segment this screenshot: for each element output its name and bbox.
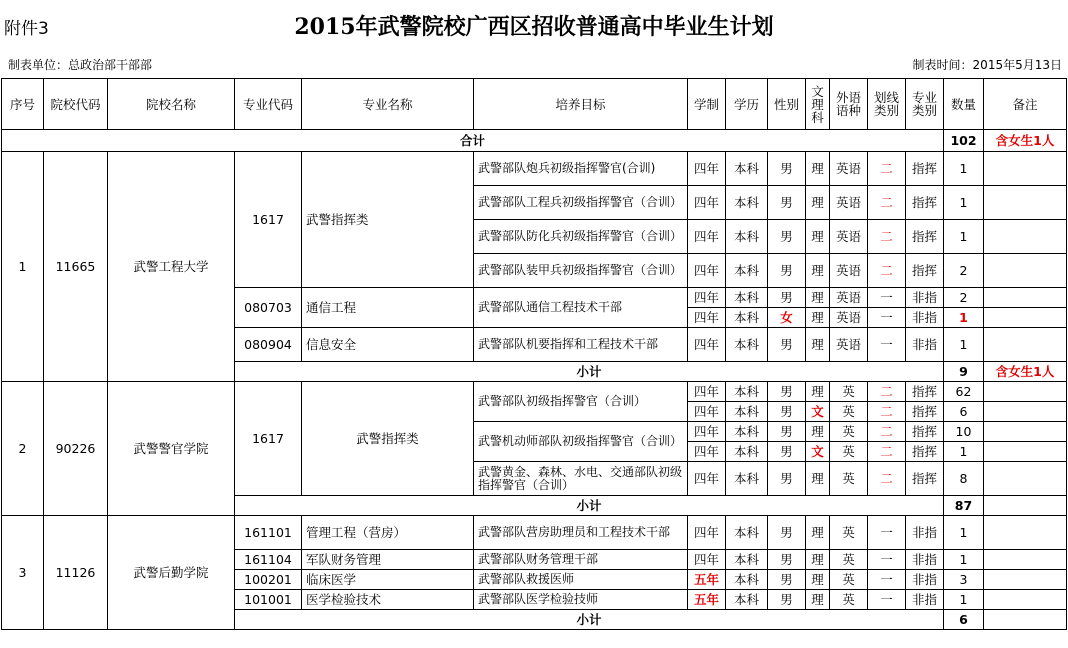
school-name: 武警后勤学院 xyxy=(108,516,235,630)
years: 四年 xyxy=(688,288,726,308)
lang: 英 xyxy=(830,550,868,570)
degree: 本科 xyxy=(726,462,768,496)
note xyxy=(984,570,1067,590)
goal: 武警部队初级指挥警官（合训） xyxy=(474,382,688,422)
goal: 武警部队工程兵初级指挥警官（合训） xyxy=(474,186,688,220)
school-seq: 1 xyxy=(2,152,44,382)
wenli: 理 xyxy=(806,516,830,550)
lang: 英语 xyxy=(830,308,868,328)
note xyxy=(984,186,1067,220)
years: 五年 xyxy=(688,590,726,610)
degree: 本科 xyxy=(726,382,768,402)
gender: 男 xyxy=(768,550,806,570)
note xyxy=(984,462,1067,496)
school-name: 武警工程大学 xyxy=(108,152,235,382)
major-name: 武警指挥类 xyxy=(302,152,474,288)
goal: 武警部队通信工程技术干部 xyxy=(474,288,688,328)
type: 指挥 xyxy=(906,422,944,442)
type: 非指 xyxy=(906,288,944,308)
gender: 男 xyxy=(768,516,806,550)
header-note: 备注 xyxy=(984,79,1067,130)
table-row xyxy=(2,516,1067,550)
subtotal-count: 6 xyxy=(944,610,984,630)
gender: 男 xyxy=(768,152,806,186)
count: 3 xyxy=(944,570,984,590)
lang: 英 xyxy=(830,422,868,442)
count: 1 xyxy=(944,186,984,220)
goal: 武警部队财务管理干部 xyxy=(474,550,688,570)
gender: 男 xyxy=(768,590,806,610)
degree: 本科 xyxy=(726,422,768,442)
date-label: 制表时间：2015年5月13日 xyxy=(912,58,1062,72)
total-count: 102 xyxy=(944,130,984,152)
subtotal-note xyxy=(984,610,1067,630)
degree: 本科 xyxy=(726,328,768,362)
count: 1 xyxy=(944,590,984,610)
degree: 本科 xyxy=(726,570,768,590)
degree: 本科 xyxy=(726,516,768,550)
lang: 英 xyxy=(830,462,868,496)
note xyxy=(984,254,1067,288)
header-gender: 性别 xyxy=(768,79,806,130)
major-code: 100201 xyxy=(235,570,302,590)
header-degree: 学历 xyxy=(726,79,768,130)
gender: 男 xyxy=(768,422,806,442)
note xyxy=(984,422,1067,442)
count: 62 xyxy=(944,382,984,402)
count: 2 xyxy=(944,288,984,308)
type: 非指 xyxy=(906,308,944,328)
major-code: 1617 xyxy=(235,382,302,496)
school-seq: 3 xyxy=(2,516,44,630)
goal: 武警机动师部队初级指挥警官（合训） xyxy=(474,422,688,462)
type: 非指 xyxy=(906,516,944,550)
goal: 武警部队炮兵初级指挥警官(合训) xyxy=(474,152,688,186)
total-note: 含女生1人 xyxy=(984,130,1067,152)
type: 非指 xyxy=(906,570,944,590)
count: 1 xyxy=(944,152,984,186)
degree: 本科 xyxy=(726,308,768,328)
count: 1 xyxy=(944,550,984,570)
header-school-code: 院校代码 xyxy=(44,79,108,130)
line: 一 xyxy=(868,328,906,362)
years: 四年 xyxy=(688,382,726,402)
degree: 本科 xyxy=(726,288,768,308)
note xyxy=(984,220,1067,254)
header-line: 划线类别 xyxy=(868,79,906,130)
years: 四年 xyxy=(688,462,726,496)
lang: 英语 xyxy=(830,288,868,308)
type: 非指 xyxy=(906,328,944,362)
count: 1 xyxy=(944,220,984,254)
goal: 武警部队机要指挥和工程技术干部 xyxy=(474,328,688,362)
plan-table xyxy=(1,78,1067,630)
gender: 男 xyxy=(768,254,806,288)
line: 一 xyxy=(868,288,906,308)
table-row xyxy=(2,382,1067,402)
years: 四年 xyxy=(688,152,726,186)
school-code: 90226 xyxy=(44,382,108,516)
line: 二 xyxy=(868,254,906,288)
line: 二 xyxy=(868,186,906,220)
wenli: 理 xyxy=(806,254,830,288)
subtotal-label: 小计 xyxy=(235,496,944,516)
note xyxy=(984,516,1067,550)
wenli: 理 xyxy=(806,550,830,570)
header-goal: 培养目标 xyxy=(474,79,688,130)
lang: 英 xyxy=(830,590,868,610)
wenli: 理 xyxy=(806,328,830,362)
degree: 本科 xyxy=(726,402,768,422)
line: 二 xyxy=(868,422,906,442)
count: 10 xyxy=(944,422,984,442)
lang: 英 xyxy=(830,570,868,590)
wenli: 理 xyxy=(806,288,830,308)
years: 四年 xyxy=(688,550,726,570)
type: 指挥 xyxy=(906,462,944,496)
years: 四年 xyxy=(688,220,726,254)
type: 非指 xyxy=(906,590,944,610)
major-code: 161101 xyxy=(235,516,302,550)
goal: 武警黄金、森林、水电、交通部队初级指挥警官（合训） xyxy=(474,462,688,496)
line: 一 xyxy=(868,308,906,328)
line: 一 xyxy=(868,590,906,610)
school-name: 武警警官学院 xyxy=(108,382,235,516)
gender: 男 xyxy=(768,442,806,462)
type: 指挥 xyxy=(906,254,944,288)
type: 非指 xyxy=(906,550,944,570)
note xyxy=(984,590,1067,610)
major-code: 080703 xyxy=(235,288,302,328)
type: 指挥 xyxy=(906,442,944,462)
total-row xyxy=(2,130,1067,152)
gender: 男 xyxy=(768,570,806,590)
major-code: 101001 xyxy=(235,590,302,610)
degree: 本科 xyxy=(726,220,768,254)
major-name: 医学检验技术 xyxy=(302,590,474,610)
line: 一 xyxy=(868,570,906,590)
degree: 本科 xyxy=(726,590,768,610)
lang: 英 xyxy=(830,516,868,550)
lang: 英语 xyxy=(830,220,868,254)
header-seq: 序号 xyxy=(2,79,44,130)
header-major-name: 专业名称 xyxy=(302,79,474,130)
line: 二 xyxy=(868,402,906,422)
document-title: 2015年武警院校广西区招收普通高中毕业生计划 xyxy=(294,14,774,40)
header-wenli: 文理科 xyxy=(806,79,830,130)
header-years: 学制 xyxy=(688,79,726,130)
type: 指挥 xyxy=(906,402,944,422)
school-code: 11665 xyxy=(44,152,108,382)
wenli: 文 xyxy=(806,402,830,422)
goal: 武警部队装甲兵初级指挥警官（合训） xyxy=(474,254,688,288)
school-code: 11126 xyxy=(44,516,108,630)
header-lang: 外语语种 xyxy=(830,79,868,130)
subtotal-label: 小计 xyxy=(235,362,944,382)
line: 二 xyxy=(868,442,906,462)
wenli: 理 xyxy=(806,590,830,610)
type: 指挥 xyxy=(906,382,944,402)
wenli: 理 xyxy=(806,570,830,590)
years: 四年 xyxy=(688,328,726,362)
gender: 女 xyxy=(768,308,806,328)
major-name: 通信工程 xyxy=(302,288,474,328)
lang: 英语 xyxy=(830,328,868,362)
degree: 本科 xyxy=(726,442,768,462)
title-bar xyxy=(0,0,1068,52)
lang: 英 xyxy=(830,442,868,462)
degree: 本科 xyxy=(726,152,768,186)
note xyxy=(984,288,1067,308)
degree: 本科 xyxy=(726,186,768,220)
count: 2 xyxy=(944,254,984,288)
note xyxy=(984,382,1067,402)
gender: 男 xyxy=(768,462,806,496)
degree: 本科 xyxy=(726,550,768,570)
degree: 本科 xyxy=(726,254,768,288)
count: 1 xyxy=(944,442,984,462)
subtotal-note: 含女生1人 xyxy=(984,362,1067,382)
major-code: 161104 xyxy=(235,550,302,570)
line: 二 xyxy=(868,152,906,186)
gender: 男 xyxy=(768,402,806,422)
line: 一 xyxy=(868,550,906,570)
type: 指挥 xyxy=(906,152,944,186)
lang: 英语 xyxy=(830,254,868,288)
goal: 武警部队医学检验技师 xyxy=(474,590,688,610)
goal: 武警部队营房助理员和工程技术干部 xyxy=(474,516,688,550)
header-major-code: 专业代码 xyxy=(235,79,302,130)
table-row xyxy=(2,152,1067,186)
subtotal-count: 87 xyxy=(944,496,984,516)
count: 1 xyxy=(944,516,984,550)
wenli: 理 xyxy=(806,152,830,186)
note xyxy=(984,442,1067,462)
attachment-label: 附件3 xyxy=(4,19,49,39)
wenli: 文 xyxy=(806,442,830,462)
type: 指挥 xyxy=(906,186,944,220)
subtotal-label: 小计 xyxy=(235,610,944,630)
gender: 男 xyxy=(768,382,806,402)
subtotal-count: 9 xyxy=(944,362,984,382)
wenli: 理 xyxy=(806,422,830,442)
wenli: 理 xyxy=(806,462,830,496)
lang: 英 xyxy=(830,382,868,402)
wenli: 理 xyxy=(806,186,830,220)
type: 指挥 xyxy=(906,220,944,254)
gender: 男 xyxy=(768,288,806,308)
lang: 英语 xyxy=(830,152,868,186)
years: 四年 xyxy=(688,516,726,550)
gender: 男 xyxy=(768,186,806,220)
major-code: 1617 xyxy=(235,152,302,288)
wenli: 理 xyxy=(806,220,830,254)
note xyxy=(984,550,1067,570)
school-seq: 2 xyxy=(2,382,44,516)
years: 四年 xyxy=(688,442,726,462)
gender: 男 xyxy=(768,220,806,254)
years: 四年 xyxy=(688,402,726,422)
wenli: 理 xyxy=(806,308,830,328)
major-name: 武警指挥类 xyxy=(302,382,474,496)
line: 一 xyxy=(868,516,906,550)
gender: 男 xyxy=(768,328,806,362)
years: 四年 xyxy=(688,422,726,442)
header-count: 数量 xyxy=(944,79,984,130)
count: 1 xyxy=(944,308,984,328)
line: 二 xyxy=(868,382,906,402)
header-school-name: 院校名称 xyxy=(108,79,235,130)
total-label: 合计 xyxy=(2,130,944,152)
wenli: 理 xyxy=(806,382,830,402)
header-type: 专业类别 xyxy=(906,79,944,130)
line: 二 xyxy=(868,220,906,254)
note xyxy=(984,402,1067,422)
header-row xyxy=(2,79,1067,130)
subtotal-note xyxy=(984,496,1067,516)
count: 1 xyxy=(944,328,984,362)
goal: 武警部队救援医师 xyxy=(474,570,688,590)
years: 四年 xyxy=(688,254,726,288)
count: 6 xyxy=(944,402,984,422)
years: 五年 xyxy=(688,570,726,590)
years: 四年 xyxy=(688,186,726,220)
lang: 英 xyxy=(830,402,868,422)
major-name: 临床医学 xyxy=(302,570,474,590)
note xyxy=(984,308,1067,328)
note xyxy=(984,328,1067,362)
maker-label: 制表单位：总政治部干部部 xyxy=(8,58,153,72)
major-name: 军队财务管理 xyxy=(302,550,474,570)
major-name: 管理工程（营房） xyxy=(302,516,474,550)
line: 二 xyxy=(868,462,906,496)
years: 四年 xyxy=(688,308,726,328)
goal: 武警部队防化兵初级指挥警官（合训） xyxy=(474,220,688,254)
major-code: 080904 xyxy=(235,328,302,362)
note xyxy=(984,152,1067,186)
count: 8 xyxy=(944,462,984,496)
major-name: 信息安全 xyxy=(302,328,474,362)
lang: 英语 xyxy=(830,186,868,220)
